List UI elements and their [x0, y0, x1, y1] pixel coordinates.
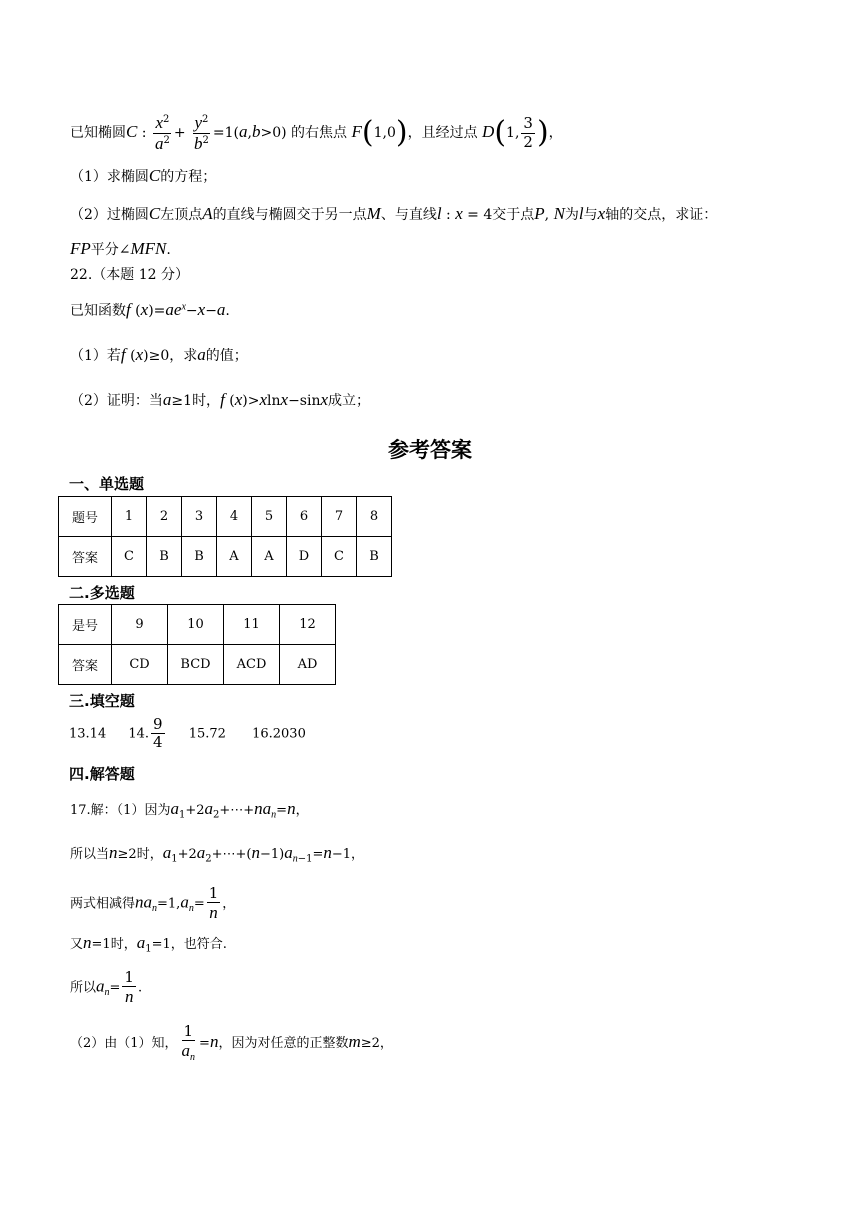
table-row-answers	[59, 537, 392, 577]
table-cell: D	[287, 537, 322, 577]
table-cell: CD	[112, 645, 168, 685]
sol17-part2: （2）由（1）知， $\frac{1}{a_n}$ =n，因为对任意的正整数m≥2，	[70, 1022, 393, 1064]
table-cell: A	[252, 537, 287, 577]
table-row-answers	[59, 645, 336, 685]
section-single-choice: 一、单选题	[69, 475, 145, 493]
q22-part1: （1）若f (x)≥0，求a的值；	[70, 345, 248, 364]
multi-choice-table	[58, 604, 336, 685]
q21-intro-line: 已知椭圆C : $\frac{x^2}{a^2}$ + $\frac{y^2}{b^2}$ =1(a,b>0) 的右焦点 F(1,0)，且经过点 D(1, $\frac{3}{2}$ )，	[70, 113, 563, 153]
q21-part1: （1）求椭圆C的方程；	[70, 166, 217, 185]
q22-part2: （2）证明：当a≥1时，f (x)>xlnx−sinx成立；	[70, 390, 371, 409]
section-fill-blank: 三.填空题	[69, 692, 135, 710]
sol17-line1: 17.解：（1）因为$a_1+2a_2+\cdots+na_n=n$，	[70, 799, 309, 821]
section-solutions: 四.解答题	[69, 765, 135, 783]
table-cell: 10	[168, 605, 224, 645]
table-row-numbers	[59, 497, 392, 537]
table-cell: B	[182, 537, 217, 577]
table-cell: B	[147, 537, 182, 577]
table-cell: 答案	[59, 645, 112, 685]
q21-part2-line2: FP平分∠MFN.	[70, 239, 171, 258]
table-cell: 3	[182, 497, 217, 537]
q22-intro: 已知函数f $(x)=ae^x-x-a$.	[70, 300, 230, 319]
table-cell: C	[112, 537, 147, 577]
table-cell: 8	[357, 497, 392, 537]
table-cell: BCD	[168, 645, 224, 685]
table-cell: 7	[322, 497, 357, 537]
answers-heading: 参考答案	[388, 437, 472, 462]
table-cell: A	[217, 537, 252, 577]
table-cell: B	[357, 537, 392, 577]
sol17-line2: 所以当n≥2时，$a_1+2a_2+\cdots+(n-1)a_{n-1}=n-1$，	[70, 843, 365, 865]
section-multi-choice: 二.多选题	[69, 584, 135, 602]
table-cell: 是号	[59, 605, 112, 645]
table-row-numbers	[59, 605, 336, 645]
fill-blank-answers: 13.14 14. $\frac{9}{4}$ 15.72 16.2030	[69, 715, 306, 752]
table-cell: 4	[217, 497, 252, 537]
q22-title: 22.（本题 12 分）	[70, 267, 189, 283]
table-cell: 答案	[59, 537, 112, 577]
q21-part2: （2）过椭圆C左顶点A的直线与椭圆交于另一点M、与直线l : x = 4交于点P, N为l与x轴的交点，求证：	[70, 204, 718, 223]
table-cell: 1	[112, 497, 147, 537]
table-cell: 6	[287, 497, 322, 537]
single-choice-table	[58, 496, 392, 577]
table-cell: ACD	[224, 645, 280, 685]
sol17-line3: 两式相减得$na_n=1,a_n=$ $\frac{1}{n}$ ，	[70, 884, 236, 923]
table-cell: C	[322, 537, 357, 577]
table-cell: 2	[147, 497, 182, 537]
table-cell: 12	[280, 605, 336, 645]
sol17-line4: 又n=1时，$a_1=1$，也符合.	[70, 933, 227, 955]
table-cell: 9	[112, 605, 168, 645]
table-cell: 5	[252, 497, 287, 537]
table-cell: AD	[280, 645, 336, 685]
table-cell: 题号	[59, 497, 112, 537]
sol17-line5: 所以$a_n=$ $\frac{1}{n}$ .	[70, 968, 143, 1007]
table-cell: 11	[224, 605, 280, 645]
